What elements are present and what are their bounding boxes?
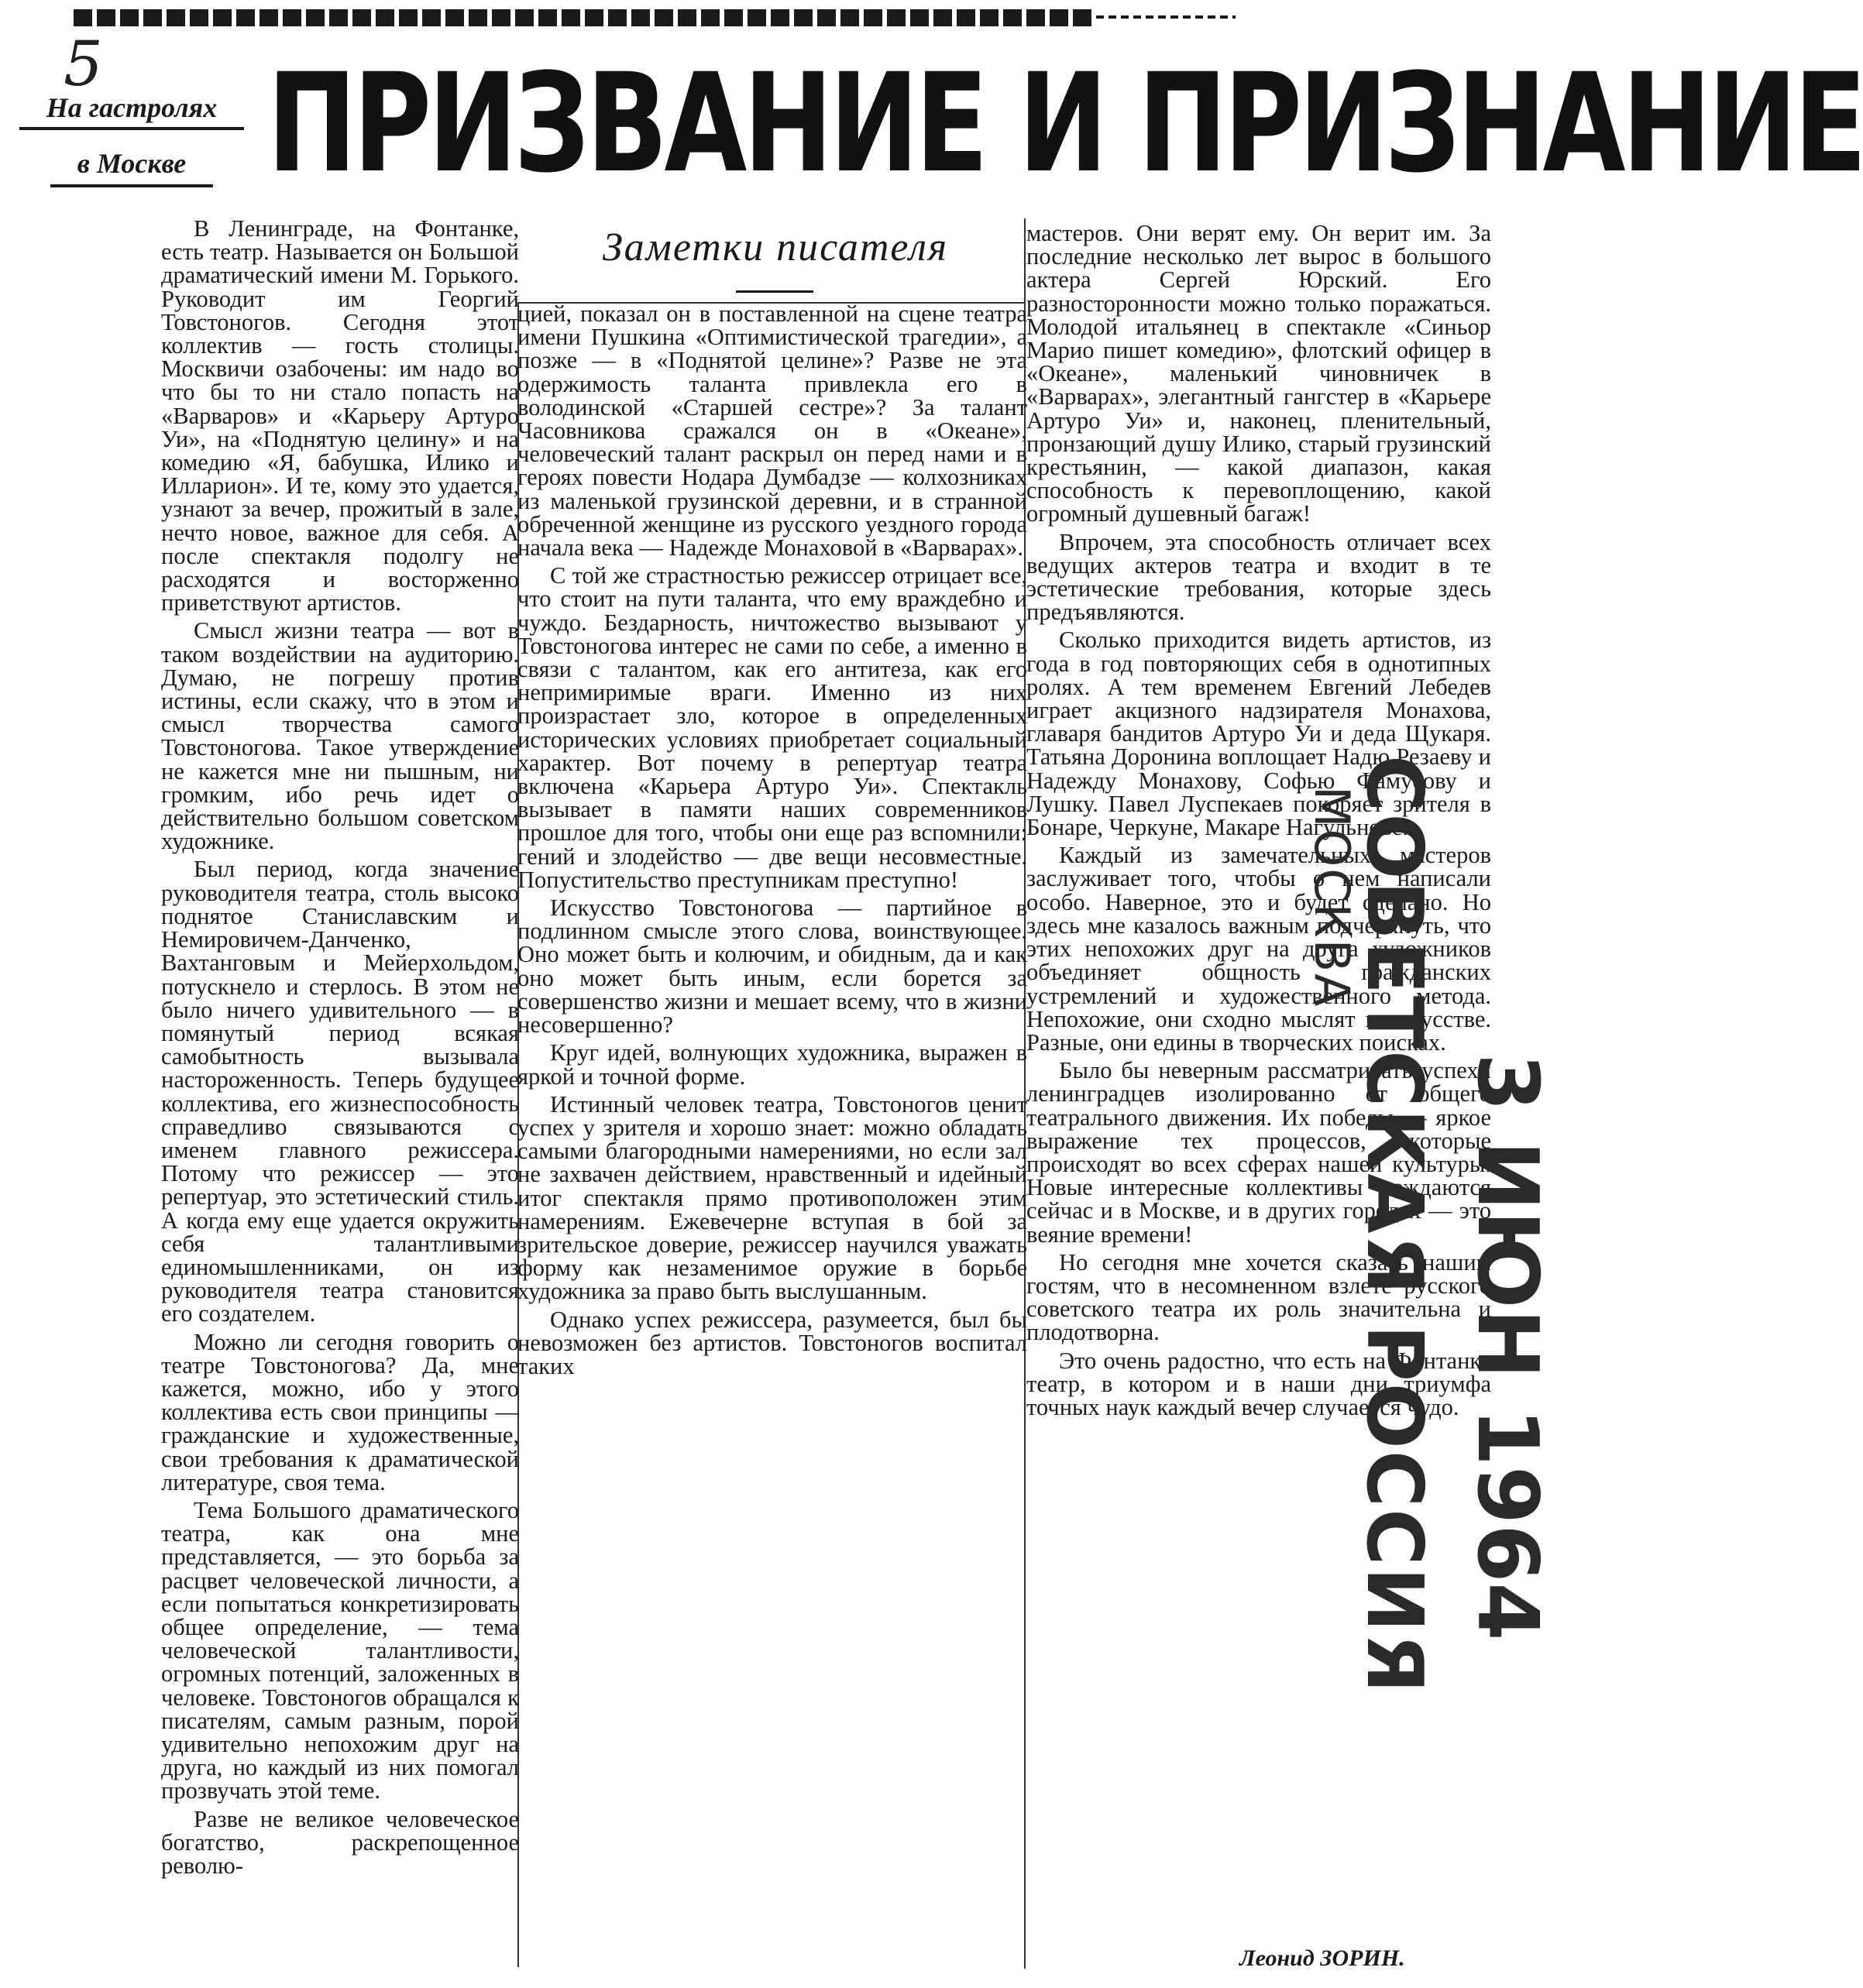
paragraph: Смысл жизни театра — вот в таком воздействии на аудиторию. Думаю, не погрешу против истины, если скажу, что в этом и смысл творчества самого Товстоногова. Такое утверждение не кажется мне ни пышным, ни громким, ибо речь идет о действительно большом советском художнике.	[161, 617, 519, 855]
paragraph: Но сегодня мне хочется сказать нашим гостям, что в несомненном взлете русского советского театра их роль значительна и плодотворна.	[1026, 1248, 1491, 1346]
paragraph: Было бы неверным рассматривать успехи ленинградцев изолированно от общего театрального движения. Их победы — яркое выражение тех процессов, которые происходят во всех сферах нашей культуры. Новые интересные коллективы рождаются сейчас и в Москве, и в других городах — это веяние времени!	[1026, 1057, 1491, 1248]
paragraph: С той же страстностью режиссер отрицает все, что стоит на пути таланта, что ему враждебно и чуждо. Бездарность, ничтожество вызывают у Товстоногова интерес не сами по себе, а именно в связи с талантом, как его антитеза, как его непримиримые враги. Именно из них произрастает зло, которое в определенных исторических условиях приобретает социальный характер. Вот почему в репертуар театра включена «Карьера Артуро Уи». Спектакль вызывает в памяти наших современников прошлое для того, чтобы они еще раз вспомнили: гений и злодейство — две вещи несовместные. Попустительство преступникам преступно!	[517, 562, 1027, 893]
paragraph: цией, показал он в поставленной на сцене театра имени Пушкина «Оптимистической трагедии», а позже — в «Поднятой целине»? Разве не эта одержимость таланта привлекла его в володинской «Старшей сестре»? За талант Часовникова сражался он в «Океане», человеческий талант раскрыл он перед нами и в героях повести Нодара Думбадзе — колхозниках из маленькой грузинской деревни, и в странной обреченной женщине из русского уездного города начала века — Надежде Монаховой в «Варварах».	[517, 300, 1027, 561]
top-decorative-rule	[74, 9, 1096, 26]
paragraph: Разве не великое человеческое богатство, раскрепощенное револю-	[161, 1805, 519, 1880]
paragraph: мастеров. Они верят ему. Он верит им. За последние несколько лет вырос в большого актера Сергей Юрский. Его разносторонности можно только поражаться. Молодой итальянец в спектакле «Синьор Марио пишет комедию», флотский офицер в «Океане», маленький чиновничек в «Варварах», элегантный гангстер в «Карьере Артуро Уи» и, наконец, пленительный, пронзающий душу Илико, старый грузинский крестьянин, — какой диапазон, какая способность к перевоплощению, какой огромный душевный багаж!	[1026, 220, 1491, 527]
article-subtitle: Заметки писателя	[602, 225, 949, 270]
article-headline: ПРИЗВАНИЕ И ПРИЗНАНИЕ	[267, 44, 1863, 203]
top-decorative-dash	[1096, 15, 1236, 19]
source-stamp	[1301, 755, 1440, 1695]
paragraph: В Ленинграде, на Фонтанке, есть театр. Называется он Большой драматический имени М. Горького. Руководит им Георгий Товстоногов. Сегодня этот коллектив — гость столицы. Москвичи озабочены: им надо во что бы то ни стало попасть на «Варваров» и «Карьеру Артуро Уи», на «Поднятую целину» и на комедию «Я, бабушка, Илико и Илларион». И те, кому это удается, узнают за вечер, прожитый в зале, нечто новое, важное для себя. А после спектакля подолгу не расходятся и восторженно приветствуют артистов.	[161, 215, 519, 616]
paragraph: Круг идей, волнующих художника, выражен в яркой и точной форме.	[517, 1039, 1027, 1090]
paragraph: Искусство Товстоногова — партийное в подлинном смысле этого слова, воинствующее. Оно может быть и колючим, и обидным, да и как оно может быть иным, если борется за совершенство жизни и мешает всему, что в жизни несовершенно?	[517, 894, 1027, 1039]
paragraph: Это очень радостно, что есть на Фонтанке театр, в котором и в наши дни триумфа точных наук каждый вечер случается чудо.	[1026, 1347, 1491, 1420]
rubric-line-1: На гастролях	[19, 91, 244, 130]
paragraph: Сколько приходится видеть артистов, из года в год повторяющих себя в однотипных ролях. А тем временем Евгений Лебедев играет акцизного надзирателя Монахова, главаря бандитов Артуро Уи и деда Щукаря. Татьяна Доронина воплощает Надю Резаеву и Надежду Монахову, Софью Фамусову и Лушку. Павел Луспекаев покоряет зрителя в Бонаре, Черкуне, Макаре Нагульнове.	[1026, 627, 1491, 841]
paragraph: Можно ли сегодня говорить о театре Товстоногова? Да, мне кажется, можно, ибо у этого коллектива есть свои принципы — гражданские и художественные, свои требования к драматической литературе, своя тема.	[161, 1328, 519, 1495]
paragraph: Тема Большого драматического театра, как она мне представляется, — это борьба за расцвет человеческой личности, а если попытаться конкретизировать общее определение, — тема человеческой талантливости, огромных потенций, заложенных в человеке. Товстоногов обращался к писателям, самым разным, порой удивительно непохожим друг на друга, но каждый из них помогал прозвучать этой теме.	[161, 1496, 519, 1804]
author-signature: Леонид ЗОРИН.	[1239, 1945, 1405, 1971]
source-stamp-city: МОСКВА	[1304, 786, 1360, 1008]
handwritten-page-number: 5	[64, 28, 103, 100]
text-column-1	[161, 217, 519, 1882]
paragraph: Впрочем, эта способность отличает всех ведущих актеров театра и входит в те эстетические требования, которые здесь предъявляются.	[1026, 528, 1491, 626]
rubric-line-2: в Москве	[50, 147, 213, 187]
source-stamp-title: СОВЕТСКАЯ РОССИЯ	[1349, 755, 1440, 1695]
paragraph: Каждый из замечательных мастеров заслуживает того, чтобы о нем написали особо. Наверное, это и будет сделано. Но здесь мне казалось важным подчеркнуть, что этих непохожих друг на друга художников объединяет общность гражданских устремлений и художественного метода. Непохожие, они сходно мыслят в искусстве. Разные, они едины в творческих поисках.	[1026, 842, 1491, 1056]
paragraph: Истинный человек театра, Товстоногов ценит успех у зрителя и хорошо знает: можно обладать самыми благородными намерениями, но если зал не захвачен действием, нравственный и идейный итог спектакля прямо противоположен этим намерениям. Ежевечерне вступая в бой за зрительское доверие, режиссер научился уважать форму как незаменимое оружие в борьбе художника за право быть выслушанным.	[517, 1090, 1027, 1305]
paragraph: Был период, когда значение руководителя театра, столь высоко поднятое Станиславским и Немировичем-Данченко, Вахтанговым и Мейерхольдом, потускнело и стерлось. В этом не было ничего удивительного — в помянутый период всякая самобытность вызывала настороженность. Теперь будущее коллектива, его жизнеспособность справедливо связываются с именем главного режиссера. Потому что режиссер — это репертуар, это эстетический стиль. А когда ему еще удается окружить себя талантливыми единомышленниками, он из руководителя театра становится его создателем.	[161, 856, 519, 1327]
text-column-2	[517, 302, 1027, 1382]
date-stamp: 3 ИЮН 1964	[1459, 1053, 1555, 1641]
subtitle-underline	[736, 290, 813, 293]
paragraph: Однако успех режиссера, разумеется, был бы невозможен без артистов. Товстоногов воспитал таких	[517, 1306, 1027, 1379]
